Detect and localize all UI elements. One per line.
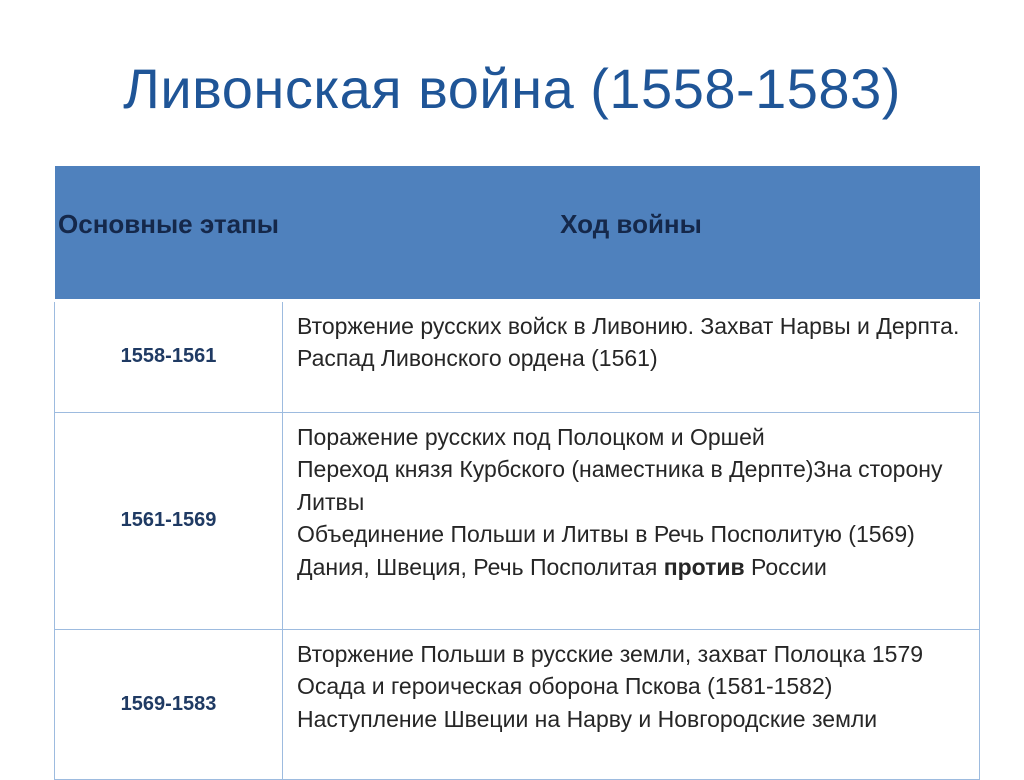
course-cell xyxy=(283,629,980,779)
course-cell xyxy=(283,300,980,412)
table-row xyxy=(55,412,980,629)
course-line: Вторжение Польши в русские земли, захват Полоцка 1579 xyxy=(297,640,924,667)
slide-title: Ливонская война (1558-1583) xyxy=(123,57,901,120)
table-row xyxy=(55,629,980,779)
war-stages-table xyxy=(54,166,980,780)
course-cell xyxy=(283,412,980,629)
stage-period: 1558-1561 xyxy=(55,300,283,412)
course-line: Наступление Швеции на Нарву и Новгородские земли xyxy=(297,705,878,732)
course-line: Осада и героическая оборона Пскова (1581-1582) xyxy=(297,673,833,699)
course-text-emphasis: против xyxy=(663,553,745,580)
course-line-alliance xyxy=(297,551,965,584)
course-line: Поражение русских под Полоцком и Оршей xyxy=(297,423,765,450)
table-row xyxy=(55,300,980,412)
table-header-row xyxy=(55,166,980,300)
course-line: Вторжение русских войск в Ливонию. Захват Нарвы и Дерпта. xyxy=(297,312,960,339)
course-text: Дания, Швеция, Речь Посполитая xyxy=(297,553,664,580)
stage-period: 1561-1569 xyxy=(55,412,283,629)
course-line: Объединение Польши и Литвы в Речь Посполитую (1569) xyxy=(297,521,915,547)
course-text: России xyxy=(744,553,827,580)
course-line: Переход князя Курбского (наместника в Дерпте)3на сторону Литвы xyxy=(297,456,943,515)
header-main-stages: Основные этапы xyxy=(55,166,283,300)
course-line: Распад Ливонского ордена (1561) xyxy=(297,345,658,371)
stage-period: 1569-1583 xyxy=(55,629,283,779)
header-course-of-war: Ход войны xyxy=(283,166,980,300)
